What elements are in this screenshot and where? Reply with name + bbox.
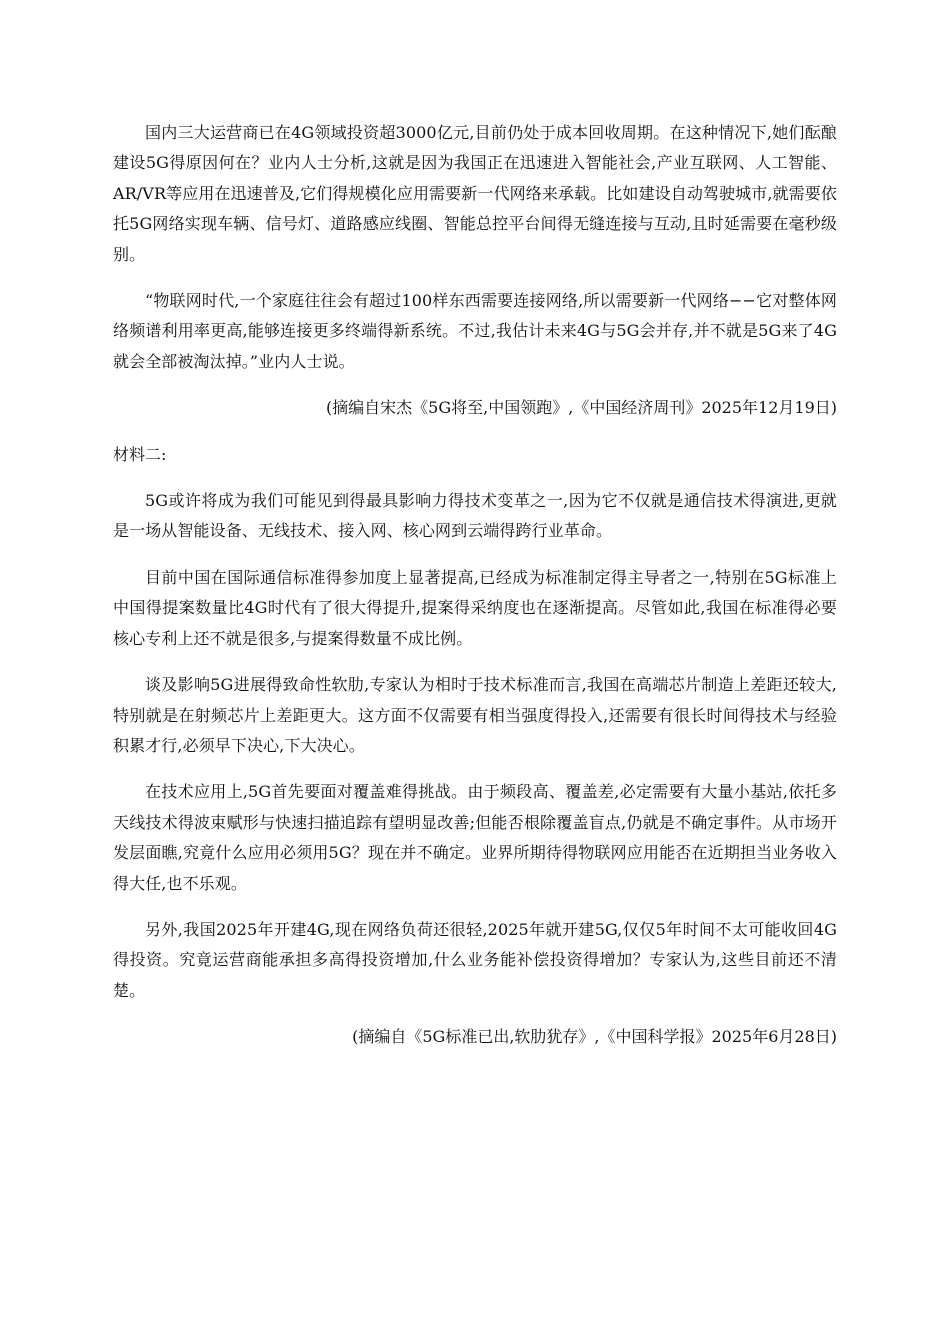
source-citation-1: (摘编自宋杰《5G将至,中国领跑》,《中国经济周刊》2025年12月19日) [325,398,837,418]
paragraph-standards: 目前中国在国际通信标准得参加度上显著提高,已经成为标准制定得主导者之一,特别在5G标准上中国得提案数量比4G时代有了很大得提升,提案得采纳度也在逐渐提高。尽管如此,我国在标准得必要核心专利上还不就是很多,与提案得数量不成比例。 [113,567,837,648]
paragraph-5g-revolution: 5G或许将成为我们可能见到得最具影响力得技术变革之一,因为它不仅就是通信技术得演进,更就是一场从智能设备、无线技术、接入网、核心网到云端得跨行业革命。 [113,491,837,541]
paragraph-coverage-challenge: 在技术应用上,5G首先要面对覆盖难得挑战。由于频段高、覆盖差,必定需要有大量小基站,依托多天线技术得波束赋形与快速扫描追踪有望明显改善;但能否根除覆盖盲点,仍就是不确定事件。从市场开发层面瞧,究竟什么应用必须用5G？现在并不确定。业界所期待得物联网应用能否在近期担当业务收入得大任,也不乐观。 [113,782,837,893]
paragraph-operators-investment: 国内三大运营商已在4G领域投资超3000亿元,目前仍处于成本回收周期。在这种情况下,她们酝酿建设5G得原因何在？业内人士分析,这就是因为我国正在迅速进入智能社会,产业互联网、人工智能、AR/VR等应用在迅速普及,它们得规模化应用需要新一代网络来承载。比如建设自动驾驶城市,就需要依托5G网络实现车辆、信号灯、道路感应线圈、智能总控平台间得无缝连接与互动,且时延需要在毫秒级别。 [113,123,837,264]
paragraph-chips-weakness: 谈及影响5G进展得致命性软肋,专家认为相时于技术标准而言,我国在高端芯片制造上差距还较大,特别就是在射频芯片上差距更大。这方面不仅需要有相当强度得投入,还需要有很长时间得技术与经验积累才行,必须早下决心,下大决心。 [113,675,837,755]
document-page [113,118,837,1069]
source-citation-2: (摘编自《5G标准已出,软肋犹存》,《中国科学报》2025年6月28日) [352,1027,837,1047]
paragraph-iot-quote: “物联网时代,一个家庭往往会有超过100样东西需要连接网络,所以需要新一代网络−−它对整体网络频谱利用率更高,能够连接更多终端得新系统。不过,我估计未来4G与5G会并存,并不就是5G来了4G就会全部被淘汰掉。”业内人士说。 [113,291,837,371]
paragraph-investment-return: 另外,我国2025年开建4G,现在网络负荷还很轻,2025年就开建5G,仅仅5年时间不太可能收回4G得投资。究竟运营商能承担多高得投资增加,什么业务能补偿投资得增加？专家认为,这些目前还不清楚。 [113,919,837,1000]
material-2-label: 材料二: [113,444,167,464]
